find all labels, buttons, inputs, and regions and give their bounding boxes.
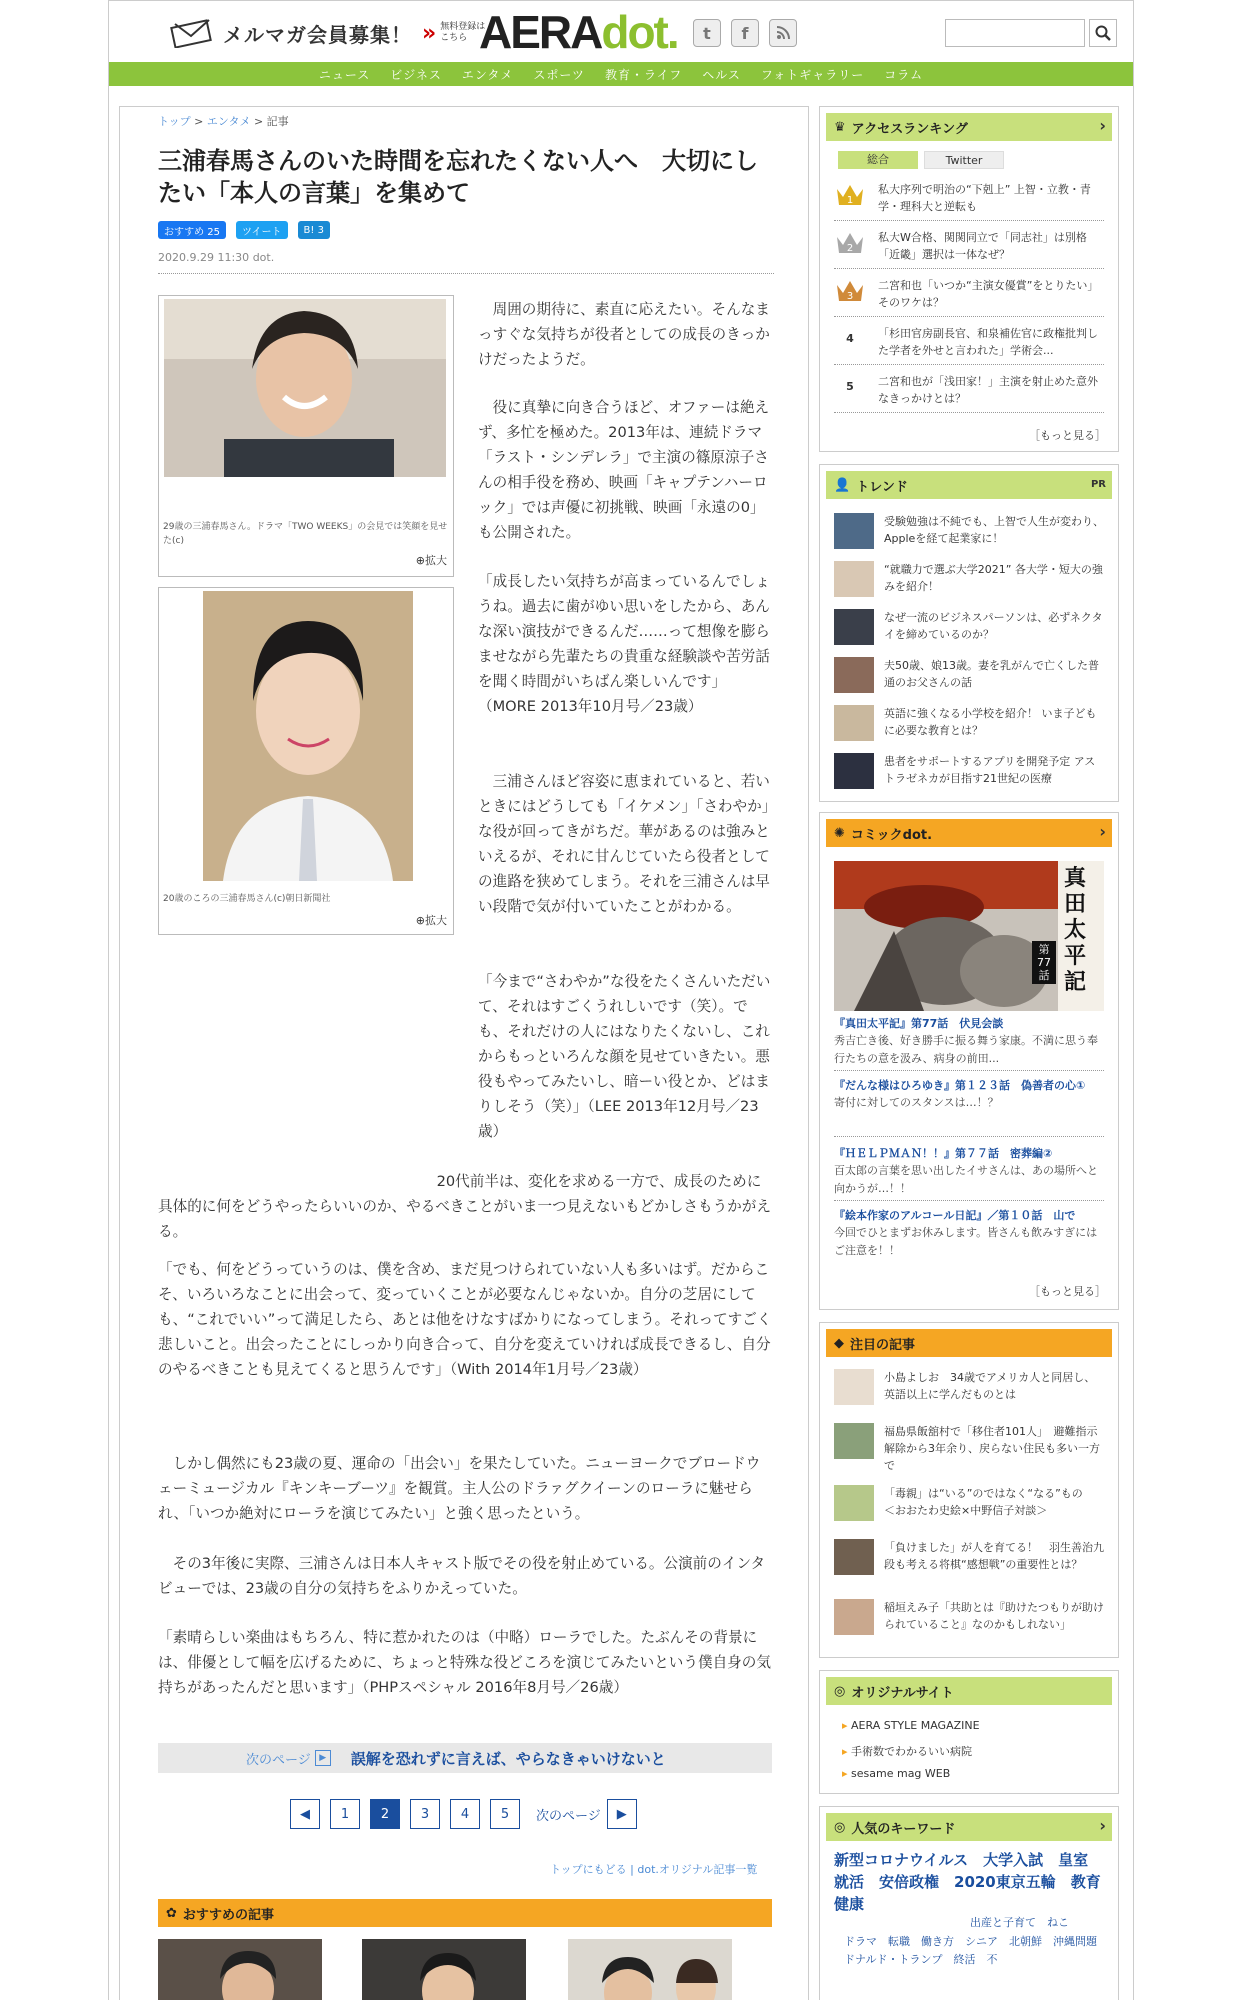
mailmag-label: メルマガ会員募集！ xyxy=(223,22,412,47)
original-site-title: オリジナルサイト xyxy=(851,1685,954,1701)
logo-main: AERA xyxy=(479,6,602,58)
comic-item-title-2: 『だんな様はひろゆき』第１２３話 偽善者の心① xyxy=(834,1079,1086,1092)
comic-item[interactable] xyxy=(834,1145,1104,1201)
comic-item-desc-3: 百太郎の言葉を思い出したイサさんは、あの場所へと向かうが…！！ xyxy=(834,1164,1098,1195)
trend-thumb xyxy=(834,753,874,789)
trend-item[interactable] xyxy=(834,655,1104,699)
pager-next[interactable] xyxy=(536,1799,637,1829)
comic-item[interactable] xyxy=(834,1077,1104,1137)
trend-text-4: 夫50歳、娘13歳。妻を乳がんで亡くした普通のお父さんの話 xyxy=(884,659,1099,689)
trend-thumb xyxy=(834,657,874,693)
trend-item[interactable] xyxy=(834,511,1104,555)
comic-image[interactable] xyxy=(834,861,1104,1011)
sns-links xyxy=(693,19,807,47)
share-buttons xyxy=(158,221,340,239)
trend-thumb xyxy=(834,705,874,741)
ranking-header[interactable] xyxy=(826,113,1112,141)
notice-header xyxy=(826,1329,1112,1357)
paragraph-2: 役に真摯に向き合うほど、オファーは絶えず、多忙を極めた。2013年は、連続ドラマ「ラスト・シンデレラ」で主演の篠原涼子さんの相手役を務め、映画「キャプテンハーロック」では声優に初挑戦、映画「永遠の0」も公開された。 xyxy=(478,399,770,541)
chevron-right-icon: › xyxy=(1099,116,1106,135)
article-date xyxy=(158,251,274,264)
crown-bronze-icon xyxy=(834,275,866,307)
crown-icon: ♛ xyxy=(834,119,846,135)
keywords-large[interactable]: 新型コロナウイルス 大学入試 皇室 就活 安倍政権 2020東京五輪 教育 健康 xyxy=(834,1851,1116,1913)
comic-header[interactable] xyxy=(826,819,1112,847)
chevron-right-icon: › xyxy=(1099,1816,1106,1835)
comic-item-title-3: 『ＨＥＬＰＭＡＮ！！』第７７話 密葬編② xyxy=(834,1147,1053,1160)
search-icon xyxy=(1095,25,1111,41)
original-site-link-1[interactable]: ▸ AERA STYLE MAGAZINE xyxy=(842,1719,980,1732)
nav-sports[interactable]: スポーツ xyxy=(533,67,585,82)
notice-text-3: 「毒親」は“いる”のではなく“なる”もの ＜おおたわ史絵×中野信子対談＞ xyxy=(884,1487,1094,1517)
svg-text:3: 3 xyxy=(846,291,854,302)
comic-item-title-4: 『絵本作家のアルコール日記』／第１０話 山で xyxy=(834,1209,1076,1222)
mailmag-banner[interactable] xyxy=(169,15,490,51)
ranking-item[interactable] xyxy=(834,319,1104,365)
sidebar xyxy=(819,106,1119,2000)
trend-box xyxy=(819,464,1119,802)
page-5[interactable]: 5 xyxy=(490,1799,520,1829)
trend-item[interactable] xyxy=(834,607,1104,651)
breadcrumb-entame[interactable]: エンタメ xyxy=(206,115,251,128)
crown-silver-icon xyxy=(834,227,866,259)
chevron-right-icon: » xyxy=(422,20,437,46)
recommended-thumb-1[interactable] xyxy=(158,1939,322,2000)
people-icon: ✿ xyxy=(166,1905,177,1921)
trend-text-1: 受験勉強は不純でも、上智で人生が変わり、Appleを経て起業家に！ xyxy=(884,515,1104,545)
nav-education[interactable]: 教育・ライフ xyxy=(604,67,683,82)
pagination xyxy=(290,1799,637,1829)
trend-title: トレンド xyxy=(856,479,908,495)
content-wrapper xyxy=(108,0,1134,2000)
nav-health[interactable]: ヘルス xyxy=(702,67,741,82)
recommended-label: おすすめの記事 xyxy=(182,1907,275,1923)
original-site-box xyxy=(819,1670,1119,1794)
original-site-link-2[interactable]: ▸ 手術数でわかるいい病院 xyxy=(842,1743,972,1759)
next-page-label: 次のページ xyxy=(246,1752,311,1768)
nav-photo[interactable]: フォトギャラリー xyxy=(760,67,865,82)
trend-text-2: “就職力で選ぶ大学2021” 各大学・短大の強みを紹介！ xyxy=(884,563,1103,593)
original-list-link[interactable]: dot.オリジナル記事一覧 xyxy=(637,1863,758,1876)
ranking-text-4: 「杉田官房副長官、和泉補佐官に政権批判した学者を外せと言われた」学術会... xyxy=(878,327,1098,357)
ranking-text-1: 私大序列で明治の“下剋上” 上智・立教・青学・理科大と逆転も xyxy=(878,183,1091,213)
paragraph-3: 「成長したい気持ちが高まっているんでしょうね。過去に歯がゆい思いをしたから、あんな深い演技ができるんだ……って想像を膨らませながら先輩たちの貴重な経験談や苦労話を聞く時間がいちばん楽しいんです」（MORE 2013年10月号／23歳） xyxy=(478,573,770,715)
comic-item-title-1: 『真田太平記』第77話 伏見会談 xyxy=(834,1017,1004,1030)
prev-page-button[interactable]: ◀ xyxy=(290,1799,320,1829)
ranking-item[interactable] xyxy=(834,271,1104,317)
trend-text-5: 英語に強くなる小学校を紹介！ いま子どもに必要な教育とは？ xyxy=(884,707,1097,737)
comic-art-title: 真田太平記 xyxy=(1064,865,1087,995)
trend-item[interactable] xyxy=(834,559,1104,603)
search-button[interactable] xyxy=(1089,19,1117,47)
nav-entame[interactable]: エンタメ xyxy=(461,67,514,82)
comic-item-desc-1: 秀吉亡き後、好き勝手に振る舞う家康。不満に思う奉行たちの意を汲み、病身の前田... xyxy=(834,1034,1098,1065)
ranking-more-link[interactable]: ［もっと見る］ xyxy=(1029,429,1106,442)
breadcrumb-current: 記事 xyxy=(266,115,289,128)
tw-label: ツイート xyxy=(242,226,282,238)
tab-twitter[interactable]: Twitter xyxy=(924,151,1004,169)
notice-item[interactable] xyxy=(834,1537,1104,1593)
footer-links: トップにもどる | dot.オリジナル記事一覧 xyxy=(550,1863,758,1876)
rank-number-5: 5 xyxy=(846,380,854,393)
paragraph-1: 周囲の期待に、素直に応えたい。そんなまっすぐな気持ちが役者としての成長のきっかけだったようだ。 xyxy=(478,301,770,368)
comic-title: コミックdot. xyxy=(850,827,933,843)
comic-item-desc-2: 寄付に対してのスタンスは…！？ xyxy=(834,1096,999,1109)
pr-label: PR xyxy=(1090,479,1106,490)
recommended-thumb-2[interactable] xyxy=(362,1939,526,2000)
notice-item[interactable] xyxy=(834,1367,1104,1417)
hatena-button[interactable] xyxy=(298,221,330,239)
trend-item[interactable] xyxy=(834,751,1104,795)
rank-number-4: 4 xyxy=(846,332,854,345)
recommended-header xyxy=(158,1899,772,1927)
tag-icon: ◆ xyxy=(834,1335,844,1351)
figure-1[interactable] xyxy=(158,295,454,577)
tweet-button[interactable] xyxy=(236,221,288,239)
envelope-icon xyxy=(169,18,217,48)
article-column xyxy=(119,106,809,2000)
sun-icon: ✺ xyxy=(834,825,845,841)
site-logo[interactable] xyxy=(479,7,678,57)
comic-more-link[interactable]: ［もっと見る］ xyxy=(1029,1285,1106,1298)
page-2[interactable]: 2 xyxy=(370,1799,400,1829)
zoom-button-1[interactable]: ⊕拡大 xyxy=(415,554,447,567)
notice-thumb xyxy=(834,1599,874,1635)
facebook-icon[interactable]: f xyxy=(731,19,759,47)
trend-header xyxy=(826,471,1112,499)
nav-news[interactable]: ニュース xyxy=(318,67,371,82)
mailmag-sub: 無料登録はこちら xyxy=(440,22,486,43)
comic-item[interactable] xyxy=(834,1207,1104,1263)
zoom-label-1: 拡大 xyxy=(425,554,447,567)
svg-text:1: 1 xyxy=(846,195,854,206)
keyword-header[interactable] xyxy=(826,1813,1112,1841)
zoom-label-2: 拡大 xyxy=(425,914,447,927)
figure-2[interactable] xyxy=(158,587,454,935)
trend-item[interactable] xyxy=(834,703,1104,747)
nav-column[interactable]: コラム xyxy=(884,67,924,82)
comic-item[interactable] xyxy=(834,1015,1104,1071)
notice-thumb xyxy=(834,1539,874,1575)
paragraph-10: 「素晴らしい楽曲はもちろん、特に惹かれたのは（中略）ローラでした。たぶんその背景には、俳優として幅を広げるために、ちょっと特殊な役どころを演じてみたいという僕自身の気持ちがあったんだと思います」（PHPスペシャル 2016年8月号／26歳） xyxy=(158,1629,771,1696)
comic-item-desc-4: 今回でひとまずお休みします。皆さんも飲みすぎにはご注意を！！ xyxy=(834,1226,1098,1257)
photo-miura-29[interactable] xyxy=(164,299,446,477)
paragraph-9: その3年後に実際、三浦さんは日本人キャスト版でその役を射止めている。公演前のインタビューでは、23歳の自分の気持ちをふりかえっていた。 xyxy=(158,1555,766,1597)
notice-thumb xyxy=(834,1485,874,1521)
breadcrumb-top[interactable]: トップ xyxy=(158,115,191,128)
search-input[interactable] xyxy=(945,19,1085,47)
ranking-tabs xyxy=(838,151,1010,169)
comic-box xyxy=(819,812,1119,1310)
back-to-top-link[interactable]: トップにもどる xyxy=(550,1863,627,1876)
ranking-text-3: 二宮和也「いつか“主演女優賞”をとりたい」そのワケは？ xyxy=(878,279,1099,309)
author-link[interactable]: dot. xyxy=(252,251,275,264)
global-nav xyxy=(109,62,1133,86)
notice-text-1: 小島よしお 34歳でアメリカ人と同居し、英語以上に学んだものとは xyxy=(884,1371,1096,1401)
next-arrow-icon: ▶ xyxy=(315,1750,331,1766)
pager-next-label: 次のページ xyxy=(536,1808,601,1824)
notice-thumb xyxy=(834,1423,874,1459)
ranking-item[interactable] xyxy=(834,367,1104,413)
crown-gold-icon xyxy=(834,179,866,211)
notice-text-5: 稲垣えみ子「共助とは『助けたつもりが助けられていること』なのかもしれない」 xyxy=(884,1601,1104,1631)
notice-item[interactable] xyxy=(834,1421,1104,1477)
paragraph-4: 三浦さんほど容姿に恵まれていると、若いときにはどうしても「イケメン」「さわやか」な役が回ってきがちだ。華があるのは強みといえるが、それに甘んじていたら役者としての進路を狭めてしまう。それを三浦さんは早い段階で気が付いていたことがわかる。 xyxy=(478,773,770,915)
next-page-icon: ▶ xyxy=(607,1799,637,1829)
chevron-right-icon: › xyxy=(1099,822,1106,841)
rss-icon[interactable] xyxy=(769,19,797,47)
paragraph-5: 「今まで“さわやか”な役をたくさんいただいて、それはすごくうれしいです（笑）。でも、それだけの人にはなりたくないし、これからもっといろんな顔を見せていきたい。悪役もやってみたいし、暗ーい役とか、どはまりしそう（笑）」（LEE 2013年12月号／23歳） xyxy=(478,973,771,1140)
ranking-item[interactable] xyxy=(834,223,1104,269)
zoom-button-2[interactable]: ⊕拡大 xyxy=(415,914,447,927)
notice-box xyxy=(819,1322,1119,1658)
article-title: 三浦春馬さんのいた時間を忘れたくない人へ 大切にしたい「本人の言葉」を集めて xyxy=(158,147,758,207)
paragraph-6: 20代前半は、変化を求める一方で、成長のために具体的に何をどうやったらいいのか、やるべきことがいま一つ見えないもどかしさもうかがえる。 xyxy=(158,1173,771,1240)
trend-text-3: なぜ一流のビジネスパーソンは、必ずネクタイを締めているのか？ xyxy=(884,611,1103,641)
photo-miura-20[interactable] xyxy=(203,591,413,881)
page-1[interactable]: 1 xyxy=(330,1799,360,1829)
site-header xyxy=(109,0,1133,62)
figure-1-caption: 29歳の三浦春馬さん。ドラマ「TWO WEEKS」の会見では笑顔を見せた(c) xyxy=(163,522,448,546)
notice-item[interactable] xyxy=(834,1483,1104,1533)
divider xyxy=(158,273,774,274)
date-text: 2020.9.29 11:30 xyxy=(158,251,250,264)
fb-label: おすすめ 25 xyxy=(164,226,221,238)
keywords-small[interactable]: ドラマ 転職 働き方 シニア 北朝鮮 沖縄問題 ドナルド・トランプ 終活 不 xyxy=(844,1935,1108,1966)
globe-icon: ◎ xyxy=(834,1683,846,1699)
trend-thumb xyxy=(834,609,874,645)
logo-dot: dot. xyxy=(601,6,678,58)
facebook-like-button[interactable] xyxy=(158,221,226,239)
ranking-text-5: 二宮和也が「浅田家！」主演を射止めた意外なきっかけとは？ xyxy=(878,375,1098,405)
page-3[interactable]: 3 xyxy=(410,1799,440,1829)
ranking-item[interactable] xyxy=(834,175,1104,221)
hb-label: B! 3 xyxy=(303,224,324,236)
nav-business[interactable]: ビジネス xyxy=(390,67,442,82)
page-4[interactable]: 4 xyxy=(450,1799,480,1829)
next-page-title[interactable]: 誤解を恐れずに言えば、やらなきゃいけないと xyxy=(350,1749,666,1768)
paragraph-8: しかし偶然にも23歳の夏、運命の「出会い」を果たしていた。ニューヨークでブロードウェーミュージカル『キンキーブーツ』を観賞。主人公のドラァグクイーンのローラに魅せられ、「いつか絶対にローラを演じてみたい」と強く思ったという。 xyxy=(158,1455,761,1522)
target-icon: ◎ xyxy=(834,1819,846,1835)
paragraph-7: 「でも、何をどうっていうのは、僕を含め、まだ見つけられていない人も多いはず。だからこそ、いろいろなことに出会って、変っていくことが必要なんじゃないか。自分の芝居にしても、“これでいい”って満足したら、あとは他をけなすばかりになってしまう。それってすごく悲しいこと。出会ったことにしっかり向き合って、自分を変えていければ成長できるし、自分のやるべきことも見えてくると思うんです」（With 2014年1月号／23歳） xyxy=(158,1261,772,1378)
notice-item[interactable] xyxy=(834,1597,1104,1653)
trend-thumb xyxy=(834,513,874,549)
keyword-box xyxy=(819,1806,1119,2000)
breadcrumb: トップ > エンタメ > 記事 xyxy=(158,115,289,128)
next-page-bar[interactable] xyxy=(158,1743,772,1773)
keyword-title: 人気のキーワード xyxy=(851,1821,956,1837)
notice-thumb xyxy=(834,1369,874,1405)
original-site-header xyxy=(826,1677,1112,1705)
notice-text-4: 「負けました」が人を育てる！ 羽生善治九段も考える将棋“感想戦”の重要性とは？ xyxy=(884,1541,1104,1571)
notice-title: 注目の記事 xyxy=(850,1337,916,1353)
twitter-icon[interactable]: t xyxy=(693,19,721,47)
trend-thumb xyxy=(834,561,874,597)
notice-text-2: 福島県飯舘村で「移住者101人」 避難指示解除から3年余り、戻らない住民も多い一方で xyxy=(884,1425,1100,1472)
tab-all[interactable]: 総合 xyxy=(838,151,918,169)
ranking-box xyxy=(819,106,1119,452)
person-icon: 👤 xyxy=(834,477,851,493)
ranking-text-2: 私大W合格、関関同立で「同志社」は別格 「近畿」選択は一体なぜ？ xyxy=(878,231,1098,261)
keywords-medium[interactable]: 出産と子育て ねこ xyxy=(970,1916,1069,1929)
svg-text:2: 2 xyxy=(846,243,854,254)
ranking-title: アクセスランキング xyxy=(851,121,968,137)
original-site-link-3[interactable]: ▸ sesame mag WEB xyxy=(842,1767,950,1780)
trend-text-6: 患者をサポートするアプリを開発予定 アストラゼネカが目指す21世紀の医療 xyxy=(884,755,1096,785)
figure-2-caption: 20歳のころの三浦春馬さん(c)朝日新聞社 xyxy=(163,894,331,904)
comic-art-episode: 第77話 xyxy=(1032,941,1056,984)
recommended-thumb-3[interactable] xyxy=(568,1939,732,2000)
